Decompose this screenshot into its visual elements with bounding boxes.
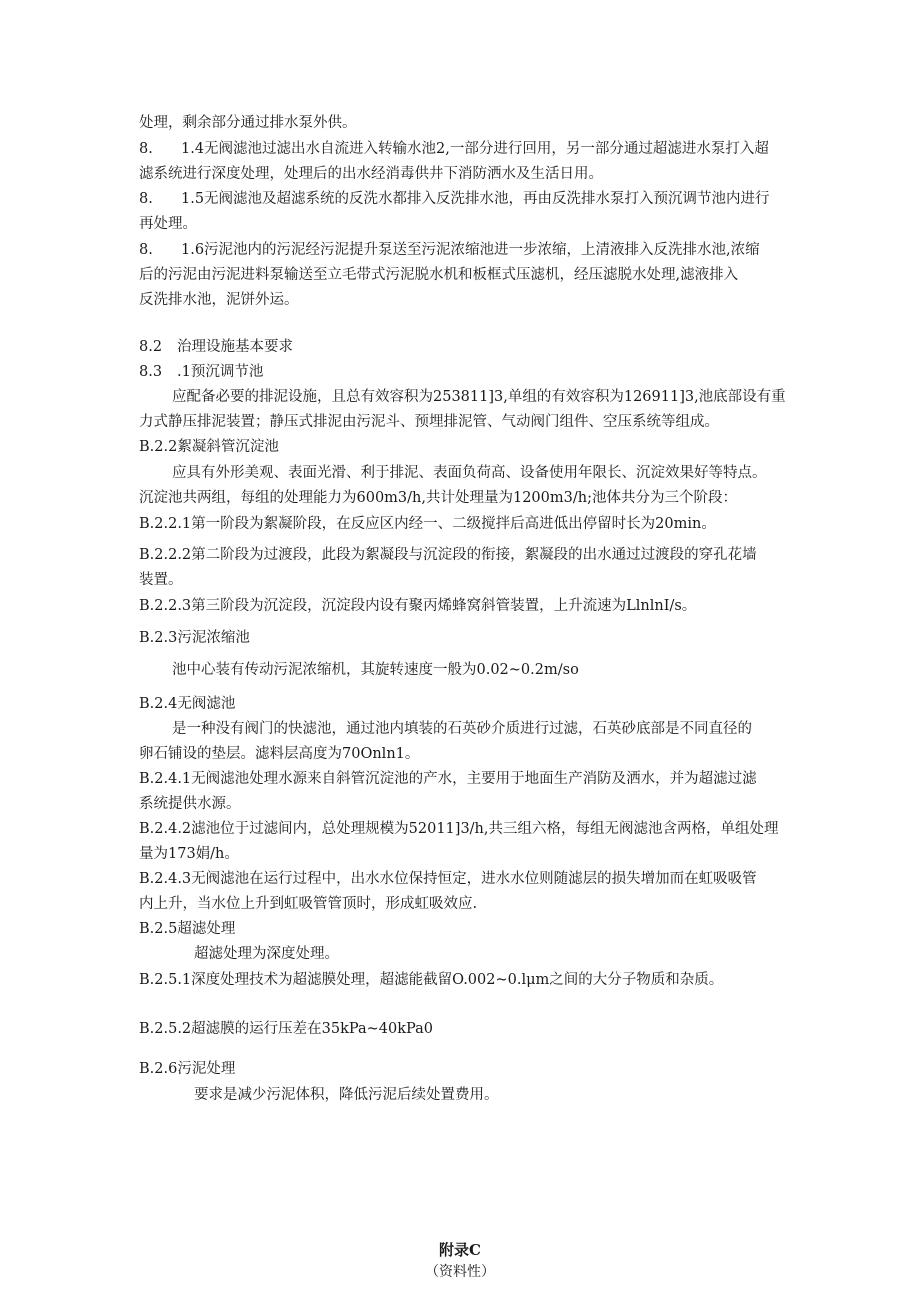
- item-number: 8.: [139, 141, 153, 157]
- appendix-subtitle: （资料性）: [425, 1264, 495, 1280]
- text-line: B.2.4.1无阀滤池处理水源来自斜管沉淀池的产水，主要用于地面生产消防及洒水，并为超滤过滤: [139, 771, 757, 787]
- text-line: 力式静压排泥装置；静压式排泥由污泥斗、预埋排泥管、气动阀门组件、空压系统等组成。: [139, 414, 719, 430]
- text-line: B.2.5.2超滤膜的运行压差在35kPa~40kPa0: [139, 1021, 434, 1037]
- subsection-heading: B.2.6污泥处理: [139, 1061, 236, 1077]
- section-number: 8.3: [139, 364, 163, 380]
- text-line: 应具有外形美观、表面光滑、利于排泥、表面负荷高、设备使用年限长、沉淀效果好等特点。: [172, 465, 767, 481]
- text-line: B.2.2.2第二阶段为过渡段，此段为絮凝段与沉淀段的衔接，絮凝段的出水通过过渡段的穿孔花墙: [139, 547, 757, 563]
- text-line: B.2.2.1第一阶段为絮凝阶段，在反应区内经一、二级搅拌后高进低出停留时长为20min。: [139, 516, 716, 532]
- section-title: .1预沉调节池: [177, 364, 264, 380]
- text-line: 装置。: [139, 572, 183, 588]
- subsection-heading: B.2.5超滤处理: [139, 921, 236, 937]
- line-text: 1.6污泥池内的污泥经污泥提升泵送至污泥浓缩池进一步浓缩，上清液排入反洗排水池,浓缩: [181, 242, 760, 258]
- text-line: 滤系统进行深度处理，处理后的出水经消毒供井下消防洒水及生活日用。: [139, 166, 603, 182]
- text-line: 反洗排水池，泥饼外运。: [139, 292, 299, 308]
- text-line: B.2.4.2滤池位于过滤间内，总处理规模为52011]3/h,共三组六格，每组无阀滤池含两格，单组处理: [139, 821, 779, 837]
- text-line: 超滤处理为深度处理。: [194, 946, 339, 962]
- text-line: 应配备必要的排泥设施，且总有效容积为253811]3,单组的有效容积为126911]3,池底部设有重: [172, 389, 786, 405]
- text-line: 卵石铺设的垫层。滤料层高度为70Onln1。: [139, 746, 420, 762]
- item-number: 8.: [139, 242, 153, 258]
- text-line: 后的污泥由污泥进料泵输送至立毛带式污泥脱水机和板框式压滤机，经压滤脱水处理,滤液排入: [139, 267, 739, 283]
- subsection-heading: [139, 362, 263, 382]
- text-line: 处理，剩余部分通过排水泵外供。: [139, 115, 357, 131]
- text-line: 量为173娟/h。: [139, 846, 239, 862]
- item-number: 8.: [139, 191, 153, 207]
- text-line: 是一种没有阀门的快滤池，通过池内填装的石英砂介质进行过滤，石英砂底部是不同直径的: [172, 721, 752, 737]
- subsection-heading: B.2.3污泥浓缩池: [139, 630, 250, 646]
- line-text: 1.5无阀滤池及超滤系统的反洗水都排入反洗排水池，再由反洗排水泵打入预沉调节池内进行: [181, 191, 770, 207]
- section-number: 8.2: [139, 339, 163, 355]
- text-line: B.2.2.3第三阶段为沉淀段，沉淀段内设有聚丙烯蜂窝斜管装置，上升流速为LlnlnI/s。: [139, 598, 697, 614]
- text-line: B.2.4.3无阀滤池在运行过程中，出水水位保持恒定，进水水位则随滤层的损失增加而在虹吸吸管: [139, 871, 757, 887]
- appendix-title: 附录C: [439, 1241, 481, 1259]
- text-line: [139, 240, 760, 260]
- text-line: 池中心装有传动污泥浓缩机，其旋转速度一般为0.02~0.2m∕so: [172, 662, 579, 678]
- text-line: 系统提供水源。: [139, 796, 241, 812]
- text-line: 要求是减少污泥体积，降低污泥后续处置费用。: [194, 1087, 499, 1103]
- line-text: 1.4无阀滤池过滤出水自流进入转输水池2,一部分进行回用，另一部分通过超滤进水泵打入超: [181, 141, 769, 157]
- text-line: B.2.5.1深度处理技术为超滤膜处理，超滤能截留O.002~0.lμm之间的大分子物质和杂质。: [139, 972, 724, 988]
- subsection-heading: B.2.2絮凝斜管沉淀池: [139, 439, 279, 455]
- text-line: 内上升，当水位上升到虹吸管管顶时，形成虹吸效应.: [139, 896, 478, 912]
- subsection-heading: B.2.4无阀滤池: [139, 696, 236, 712]
- text-line: 再处理。: [139, 216, 197, 232]
- text-line: [139, 139, 769, 159]
- section-heading: [139, 337, 293, 357]
- text-line: 沉淀池共两组，每组的处理能力为600m3/h,共计处理量为1200m3/h;池体共分为三个阶段：: [139, 490, 737, 506]
- text-line: [139, 189, 770, 209]
- section-title: 治理设施基本要求: [177, 339, 293, 355]
